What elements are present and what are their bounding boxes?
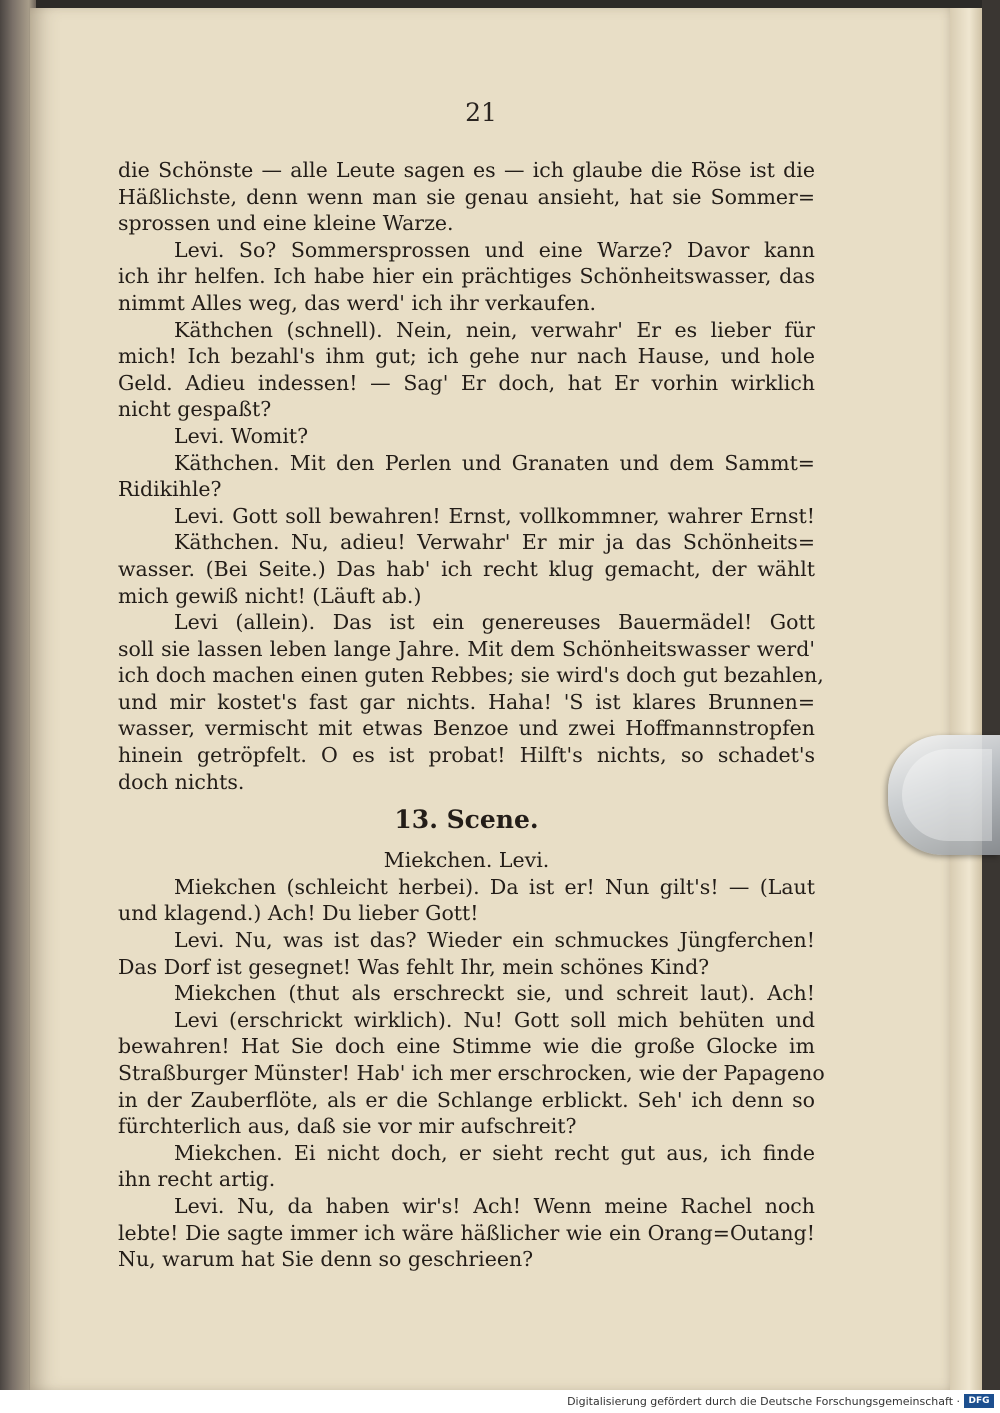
text-line: nicht gespaßt? xyxy=(118,397,272,422)
text-line: mich! Ich bezahl's ihm gut; ich gehe nur nach Hause, und hole xyxy=(118,344,815,369)
text-line: ihn recht artig. xyxy=(118,1167,276,1192)
text-line: lebte! Die sagte immer ich wäre häßlicher wie ein Orang=Outang! xyxy=(118,1220,815,1245)
text-line: Levi. Womit? xyxy=(174,423,309,448)
text-line: Miekchen (thut als erschreckt sie, und schreit laut). Ach! xyxy=(174,981,815,1006)
text-line: Käthchen (schnell). Nein, nein, verwahr' Er es lieber für xyxy=(174,317,815,342)
text-line: Käthchen. Mit den Perlen und Granaten und dem Sammt= xyxy=(174,450,815,475)
text-line: Levi. Nu, da haben wir's! Ach! Wenn meine Rachel noch xyxy=(174,1193,815,1218)
text-line: wasser. (Bei Seite.) Das hab' ich recht klug gemacht, der wählt xyxy=(118,556,815,581)
scene-characters: Miekchen. Levi. xyxy=(383,848,550,873)
text-line: Levi (allein). Das ist ein genereuses Bauermädel! Gott xyxy=(174,610,815,635)
scan-background xyxy=(982,0,1000,1390)
text-line: wasser, vermischt mit etwas Benzoe und zwei Hoffmannstropfen xyxy=(118,716,815,741)
text-line: die Schönste — alle Leute sagen es — ich glaube die Röse ist die xyxy=(118,158,815,182)
text-line: Levi. So? Sommersprossen und eine Warze? Davor kann xyxy=(174,237,815,262)
text-line: und klagend.) Ach! Du lieber Gott! xyxy=(118,901,479,926)
text-line: Käthchen. Nu, adieu! Verwahr' Er mir ja das Schönheits= xyxy=(174,530,815,555)
text-line: mich gewiß nicht! (Läuft ab.) xyxy=(118,583,422,608)
text-line: Miekchen. Ei nicht doch, er sieht recht gut aus, ich finde xyxy=(174,1140,815,1165)
text-line: ich ihr helfen. Ich habe hier ein prächtiges Schönheitswasser, das xyxy=(118,264,815,289)
page-weight-clip xyxy=(888,735,1000,855)
text-line: ich doch machen einen guten Rebbes; sie wird's doch gut bezahlen, xyxy=(118,663,824,688)
text-line: Straßburger Münster! Hab' ich mer erschrocken, wie der Papageno xyxy=(118,1061,825,1085)
clip-highlight xyxy=(902,749,992,841)
book-right-edge xyxy=(950,8,982,1390)
text-line: Häßlichste, denn wenn man sie genau ansieht, hat sie Sommer= xyxy=(118,184,815,209)
text-line: in der Zauberflöte, als er die Schlange erblickt. Seh' ich denn so xyxy=(118,1087,815,1112)
text-block xyxy=(118,157,825,1273)
text-line: fürchterlich aus, daß sie vor mir aufschreit? xyxy=(118,1114,577,1139)
dfg-logo-icon: DFG xyxy=(964,1394,994,1408)
text-line: soll sie lassen leben lange Jahre. Mit dem Schönheitswasser werd' xyxy=(118,636,815,661)
text-line: sprossen und eine kleine Warze. xyxy=(118,211,454,236)
text-line: Miekchen (schleicht herbei). Da ist er! Nun gilt's! — (Laut xyxy=(174,874,815,899)
footer-strip xyxy=(0,1390,1000,1413)
text-line: doch nichts. xyxy=(118,769,245,794)
funding-credit: Digitalisierung gefördert durch die Deutsche Forschungsgemeinschaft · xyxy=(567,1395,960,1408)
scene-heading: 13. Scene. xyxy=(394,805,539,835)
text-line: Ridikihle? xyxy=(118,477,222,502)
text-line: nimmt Alles weg, das werd' ich ihr verkaufen. xyxy=(118,290,597,315)
text-line: Geld. Adieu indessen! — Sag' Er doch, hat Er vorhin wirklich xyxy=(118,370,815,395)
text-line: bewahren! Hat Sie doch eine Stimme wie die große Glocke im xyxy=(118,1034,815,1059)
text-line: Nu, warum hat Sie denn so geschrieen? xyxy=(118,1247,534,1272)
text-line: und mir kostet's fast gar nichts. Haha! 'S ist klares Brunnen= xyxy=(118,689,815,714)
text-line: hinein getröpfelt. O es ist probat! Hilft's nichts, so schadet's xyxy=(118,743,815,768)
text-line: Levi. Nu, was ist das? Wieder ein schmuckes Jüngferchen! xyxy=(174,928,815,953)
page-number: 21 xyxy=(465,98,497,127)
text-line: Levi. Gott soll bewahren! Ernst, vollkommner, wahrer Ernst! xyxy=(174,503,815,528)
text-line: Levi (erschrickt wirklich). Nu! Gott soll mich behüten und xyxy=(174,1007,815,1032)
text-line: Das Dorf ist gesegnet! Was fehlt Ihr, mein schönes Kind? xyxy=(118,954,710,979)
